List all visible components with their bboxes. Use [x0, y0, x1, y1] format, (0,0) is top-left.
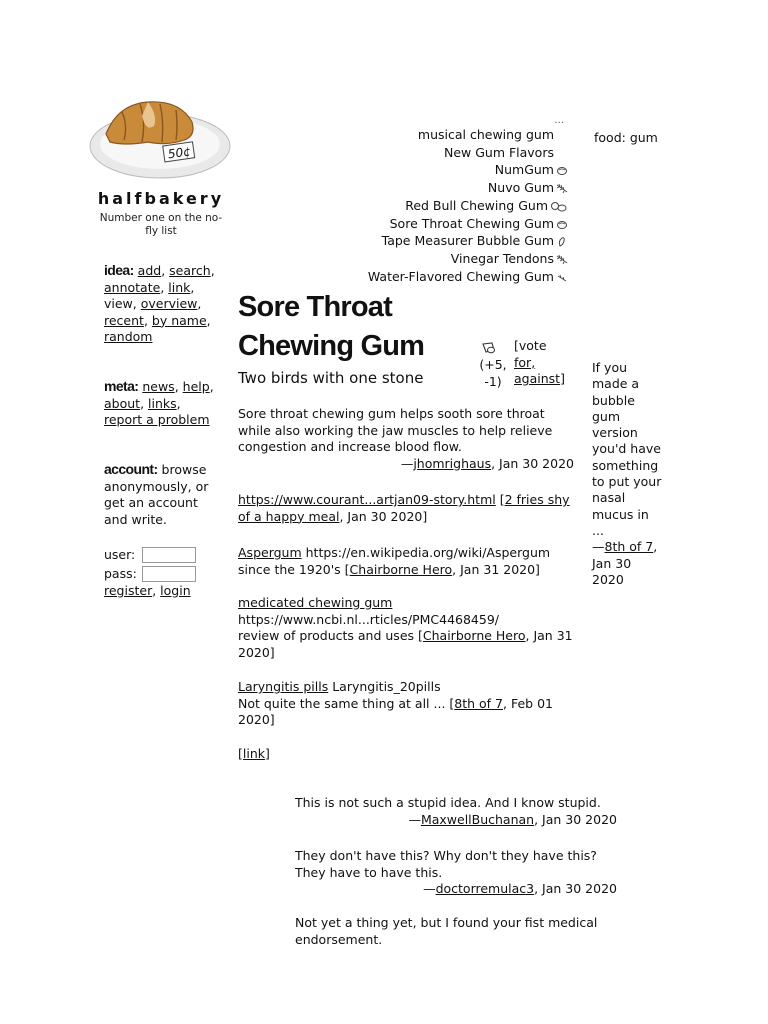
vote-controls — [514, 338, 565, 388]
annotation-text: They don't have this? Why don't they have this? They have to have this. — [295, 848, 597, 880]
site-tagline: Number one on the no-fly list — [99, 212, 223, 237]
vote-for-link[interactable]: for, — [514, 354, 536, 370]
account-menu-heading: account: — [104, 461, 158, 477]
vote-close: ] — [560, 371, 565, 386]
annotate-link[interactable]: annotate — [104, 279, 161, 295]
username-input[interactable] — [142, 547, 196, 563]
report-problem-link[interactable]: report a problem — [104, 412, 210, 427]
search-link[interactable]: search — [169, 263, 211, 278]
view-text: view — [104, 296, 133, 311]
idea-byline: —jhomrighaus, Jan 30 2020 — [400, 455, 574, 471]
fishbone-icon — [556, 254, 568, 265]
account-description: browse anonymously, or get an account and write. — [104, 462, 209, 527]
related-item[interactable]: musical chewing gum — [417, 127, 554, 142]
related-item[interactable]: New Gum Flavors — [443, 144, 554, 160]
login-link[interactable]: login — [160, 583, 191, 598]
add-link-button[interactable]: [link] — [238, 746, 270, 761]
author-link[interactable]: 8th of 7 — [604, 539, 654, 555]
bun-rating-icon — [480, 341, 498, 355]
related-item[interactable]: Water-Flavored Chewing Gum — [368, 268, 568, 286]
link-submitter[interactable]: 8th of 7 — [454, 695, 504, 711]
about-link[interactable]: about — [104, 395, 141, 411]
annotation-byline: —8th of 7, Jan 30 2020 — [592, 539, 658, 587]
link-entry: https://www.courant...artjan09-story.html [2 fries shy of a happy meal, Jan 30 2020] — [238, 492, 570, 524]
courant-link[interactable]: https://www.courant...artjan09-story.html — [238, 492, 496, 507]
link-text: review of products and uses [ — [238, 628, 423, 643]
user-label: user: — [104, 547, 136, 562]
link-date: , Jan 30 2020] — [339, 508, 428, 524]
meta-menu: meta: news, help, about, links, report a problem — [104, 378, 214, 427]
site-name[interactable]: halfbakery — [97, 189, 225, 208]
link-url-text: https://www.ncbi.nl...rticles/PMC4468459/ — [238, 611, 499, 627]
croissant-icon — [556, 236, 568, 247]
links-link[interactable]: links — [148, 395, 177, 411]
related-item[interactable]: Tape Measurer Bubble Gum — [368, 232, 568, 250]
add-link[interactable]: add — [137, 263, 162, 278]
link-text: Laryngitis_20pills — [328, 679, 441, 694]
news-link[interactable]: news — [142, 379, 175, 394]
annotation-text: If you made a bubble gum version you'd have something to put your nasal mucus in ... — [592, 360, 662, 538]
price-tag-text: 50¢ — [166, 144, 192, 162]
by-name-link[interactable]: by name — [151, 312, 207, 328]
login-form: user: pass: register, login — [104, 545, 222, 599]
link-text: https://en.wikipedia.org/wiki/Aspergum since the 1920's [ — [238, 545, 551, 577]
croissant-plate-logo — [88, 96, 234, 186]
random-link[interactable]: random — [104, 329, 153, 344]
category-label[interactable]: food: gum — [594, 130, 658, 145]
related-item[interactable]: NumGum — [368, 161, 568, 179]
side-annotation — [592, 360, 662, 588]
vote-open: [vote — [514, 338, 547, 353]
link-submitter[interactable]: 2 fries shy of a happy meal — [238, 492, 570, 524]
meta-menu-heading: meta: — [104, 378, 139, 394]
vote-against-link[interactable]: against — [514, 371, 561, 386]
idea-menu-heading: idea: — [104, 262, 134, 278]
register-link[interactable]: register — [104, 583, 153, 598]
account-menu — [104, 461, 222, 528]
laryngitis-link[interactable]: Laryngitis pills — [238, 679, 329, 694]
medicated-gum-link[interactable]: medicated chewing gum — [238, 595, 393, 610]
related-item[interactable]: Vinegar Tendons — [368, 250, 568, 268]
annotation-byline: —doctorremulac3, Jan 30 2020 — [423, 881, 617, 896]
link-entry — [238, 595, 574, 661]
idea-subtitle: Two birds with one stone — [238, 369, 424, 387]
halfbakery-logo[interactable] — [88, 96, 234, 186]
vote-score: (+5, -1) — [479, 357, 507, 389]
author-link[interactable]: doctorremulac3 — [435, 881, 535, 896]
related-ideas-list — [368, 116, 568, 285]
link-submitter[interactable]: Chairborne Hero — [349, 561, 453, 577]
related-item[interactable]: Red Bull Chewing Gum — [368, 197, 568, 215]
help-link[interactable]: help — [182, 379, 210, 394]
idea-title: Sore Throat Chewing Gum — [238, 291, 425, 362]
link-entry — [238, 545, 574, 578]
idea-body — [238, 406, 574, 472]
fishbone-icon — [556, 183, 568, 194]
link-date: , Jan 31 2020] — [452, 561, 540, 577]
link-link[interactable]: link — [168, 279, 191, 295]
related-item[interactable]: Nuvo Gum — [368, 179, 568, 197]
bun-icon — [556, 165, 568, 176]
double-bun-icon — [550, 201, 568, 212]
annotation-text: Not yet a thing yet, but I found your fist medical endorsement. — [295, 915, 598, 947]
author-link[interactable]: jhomrighaus — [413, 455, 492, 471]
related-item[interactable]: Sore Throat Chewing Gum — [368, 215, 568, 233]
link-date: , Jan 31 2020] — [238, 628, 573, 660]
link-entry — [238, 679, 574, 729]
author-link[interactable]: MaxwellBuchanan — [420, 811, 535, 827]
link-submitter[interactable]: Chairborne Hero — [422, 628, 526, 643]
pass-label: pass: — [104, 566, 137, 581]
related-ellipsis: ... — [554, 115, 564, 126]
annotation-byline: —MaxwellBuchanan, Jan 30 2020 — [408, 811, 617, 827]
overview-link[interactable]: overview — [140, 296, 198, 311]
small-fishbone-icon — [556, 272, 568, 283]
password-input[interactable] — [142, 566, 196, 582]
idea-description: Sore throat chewing gum helps sooth sore throat while also working the jaw muscles to help relieve congestion and increase blood flow. — [238, 406, 553, 454]
link-note: Not quite the same thing at all ... [ — [238, 695, 455, 711]
annotation — [295, 848, 617, 898]
aspergum-link[interactable]: Aspergum — [238, 545, 302, 560]
idea-date: , Jan 30 2020 — [491, 455, 574, 471]
link-date: , Feb 01 2020] — [238, 695, 553, 727]
idea-menu: idea: add, search, annotate, link, view, overview, recent, by name, random — [104, 262, 215, 344]
annotation — [295, 795, 617, 828]
annotation — [295, 915, 617, 948]
recent-link[interactable]: recent — [104, 312, 144, 328]
annotation-text: This is not such a stupid idea. And I know stupid. — [295, 795, 601, 810]
bun-icon — [556, 219, 568, 230]
add-link-control — [238, 746, 574, 763]
